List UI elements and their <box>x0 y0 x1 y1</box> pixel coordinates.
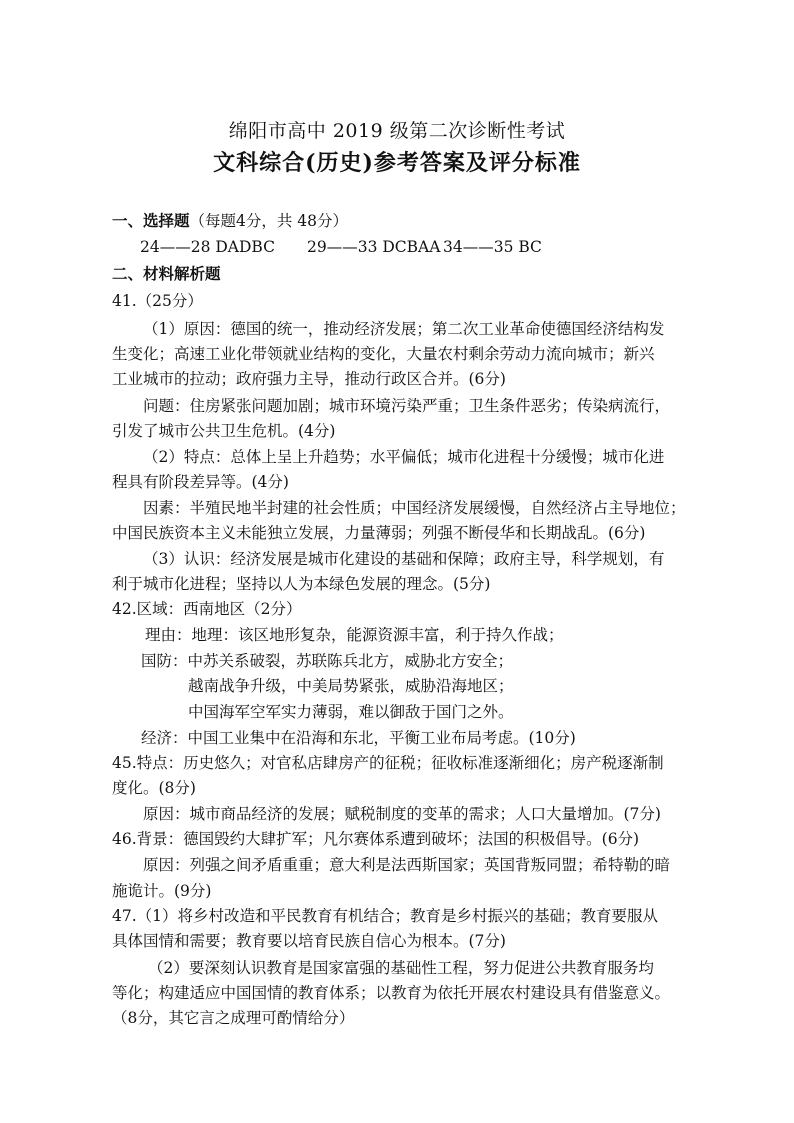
answer-line: 生变化；高速工业化带领就业结构的变化，大量农村剩余劳动力流向城市；新兴 <box>112 345 655 363</box>
answer-line: 经济：中国工业集中在沿海和东北，平衡工业布局考虑。(10分) <box>141 729 576 747</box>
answer-line: 度化。(8分) <box>112 779 196 797</box>
answer-line: （3）认识：经济发展是城市化建设的基础和保障；政府主导，科学规划，有 <box>143 550 665 568</box>
answer-line: 问题：住房紧张问题加剧；城市环境污染严重；卫生条件恶劣；传染病流行， <box>143 397 671 415</box>
answer-line: 41.（25分） <box>112 292 203 310</box>
answer-line: 原因：列强之间矛盾重重；意大利是法西斯国家；英国背叛同盟；希特勒的暗 <box>143 856 671 874</box>
section1-note: （每题4分，共 48分） <box>189 212 349 230</box>
answer-group-29-33: 29——33 DCBAA <box>307 238 441 256</box>
answer-line: 46.背景：德国毁约大肆扩军；凡尔赛体系遭到破坏；法国的积极倡导。(6分) <box>112 830 640 848</box>
answer-line: （1）原因：德国的统一，推动经济发展；第二次工业革命使德国经济结构发 <box>143 320 665 338</box>
answer-line: 因素：半殖民地半封建的社会性质；中国经济发展缓慢，自然经济占主导地位； <box>143 499 686 517</box>
section2-heading: 二、材料解析题 <box>112 264 221 283</box>
answer-line: 国防：中苏关系破裂，苏联陈兵北方，威胁北方安全； <box>141 652 514 670</box>
answer-line: 42.区域：西南地区（2分） <box>112 600 302 618</box>
answer-line: （8分，其它言之成理可酌情给分） <box>112 1009 355 1027</box>
answer-line: 理由：地理：该区地形复杂，能源资源丰富，利于持久作战； <box>145 626 564 644</box>
answer-line: 中国海军空军实力薄弱，难以御敌于国门之外。 <box>188 703 514 721</box>
answer-line: 工业城市的拉动；政府强力主导，推动行政区合并。(6分) <box>112 370 506 388</box>
answer-line: 施诡计。(9分) <box>112 882 212 900</box>
answer-group-34-35: 34——35 BC <box>443 238 542 256</box>
section1-line <box>112 210 348 232</box>
answer-line: 程具有阶段差异等。(4分) <box>112 473 289 491</box>
answer-line: 47.（1）将乡村改造和平民教育有机结合；教育是乡村振兴的基础；教育要服从 <box>112 907 659 925</box>
answer-line: 等化；构建适应中国国情的教育体系；以教育为依托开展农村建设具有借鉴意义。 <box>112 984 671 1002</box>
answer-line: 中国民族资本主义未能独立发展，力量薄弱；列强不断侵华和长期战乱。(6分) <box>112 524 646 542</box>
answer-line: 引发了城市公共卫生危机。(4分) <box>112 422 336 440</box>
exam-title: 绵阳市高中 2019 级第二次诊断性考试 <box>228 120 566 142</box>
answer-line: 越南战争升级，中美局势紧张，威胁沿海地区； <box>188 677 514 695</box>
answer-line: 45.特点：历史悠久；对官私店肆房产的征税；征收标准逐渐细化；房产税逐渐制 <box>112 754 664 772</box>
answer-line: 具体国情和需要；教育要以培育民族自信心为根本。(7分) <box>112 932 506 950</box>
answer-line: （2）要深刻认识教育是国家富强的基础性工程，努力促进公共教育服务均 <box>148 959 654 977</box>
multiple-choice-answers <box>140 236 542 258</box>
answer-line: 原因：城市商品经济的发展；赋税制度的变革的需求；人口大量增加。(7分) <box>143 805 661 823</box>
answer-line: （2）特点：总体上呈上升趋势；水平偏低；城市化进程十分缓慢；城市化进 <box>143 448 665 466</box>
answer-line: 利于城市化进程；坚持以人为本绿色发展的理念。(5分) <box>112 575 491 593</box>
section1-heading: 一、选择题 <box>112 211 190 230</box>
answer-group-24-28: 24——28 DADBC <box>140 238 275 256</box>
answer-key-title: 文科综合(历史)参考答案及评分标准 <box>213 150 581 176</box>
